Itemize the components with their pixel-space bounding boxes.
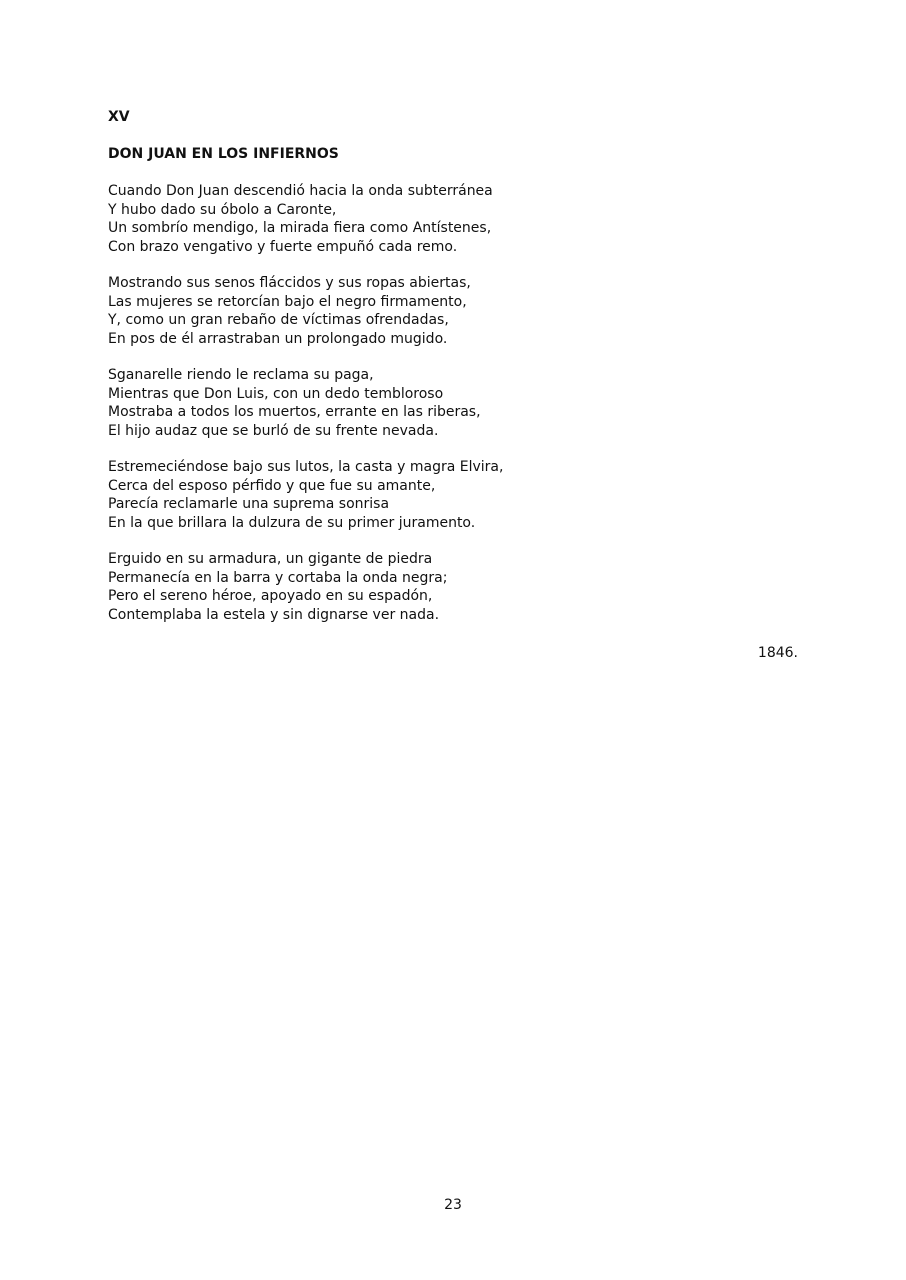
verse-line: En la que brillara la dulzura de su primer juramento. bbox=[108, 514, 476, 531]
verse-line: Contemplaba la estela y sin dignarse ver nada. bbox=[108, 606, 440, 623]
verse-line: En pos de él arrastraban un prolongado mugido. bbox=[108, 330, 448, 347]
verse-line: Mostrando sus senos fláccidos y sus ropas abiertas, bbox=[108, 275, 471, 291]
stanza bbox=[108, 550, 808, 624]
stanza bbox=[108, 366, 808, 440]
stanza bbox=[108, 274, 808, 348]
verse-line: Mostraba a todos los muertos, errante en las riberas, bbox=[108, 404, 481, 420]
verse-line: Permanecía en la barra y cortaba la onda negra; bbox=[108, 569, 448, 586]
verse-line: Estremeciéndose bajo sus lutos, la casta y magra Elvira, bbox=[108, 459, 504, 475]
verse-line: Parecía reclamarle una suprema sonrisa bbox=[108, 496, 390, 512]
verse-line: El hijo audaz que se burló de su frente nevada. bbox=[108, 422, 439, 439]
verse-line: Con brazo vengativo y fuerte empuñó cada remo. bbox=[108, 238, 458, 255]
verse-line: Cuando Don Juan descendió hacia la onda subterránea bbox=[108, 183, 493, 199]
verse-line: Pero el sereno héroe, apoyado en su espadón, bbox=[108, 588, 433, 604]
verse-line: Las mujeres se retorcían bajo el negro firmamento, bbox=[108, 293, 467, 310]
poem-body bbox=[108, 182, 808, 642]
verse-line: Sganarelle riendo le reclama su paga, bbox=[108, 367, 374, 383]
poem-date: 1846. bbox=[757, 645, 798, 661]
stanza bbox=[108, 182, 808, 256]
verse-line: Y, como un gran rebaño de víctimas ofrendadas, bbox=[108, 312, 449, 328]
section-number: XV bbox=[108, 109, 130, 125]
page-number: 23 bbox=[444, 1197, 462, 1213]
verse-line: Cerca del esposo pérfido y que fue su amante, bbox=[108, 477, 436, 494]
verse-line: Un sombrío mendigo, la mirada fiera como Antístenes, bbox=[108, 220, 492, 236]
verse-line: Erguido en su armadura, un gigante de piedra bbox=[108, 551, 433, 567]
verse-line: Mientras que Don Luis, con un dedo tembloroso bbox=[108, 385, 444, 402]
verse-line: Y hubo dado su óbolo a Caronte, bbox=[108, 201, 337, 218]
stanza bbox=[108, 458, 808, 532]
poem-title: DON JUAN EN LOS INFIERNOS bbox=[108, 146, 339, 162]
